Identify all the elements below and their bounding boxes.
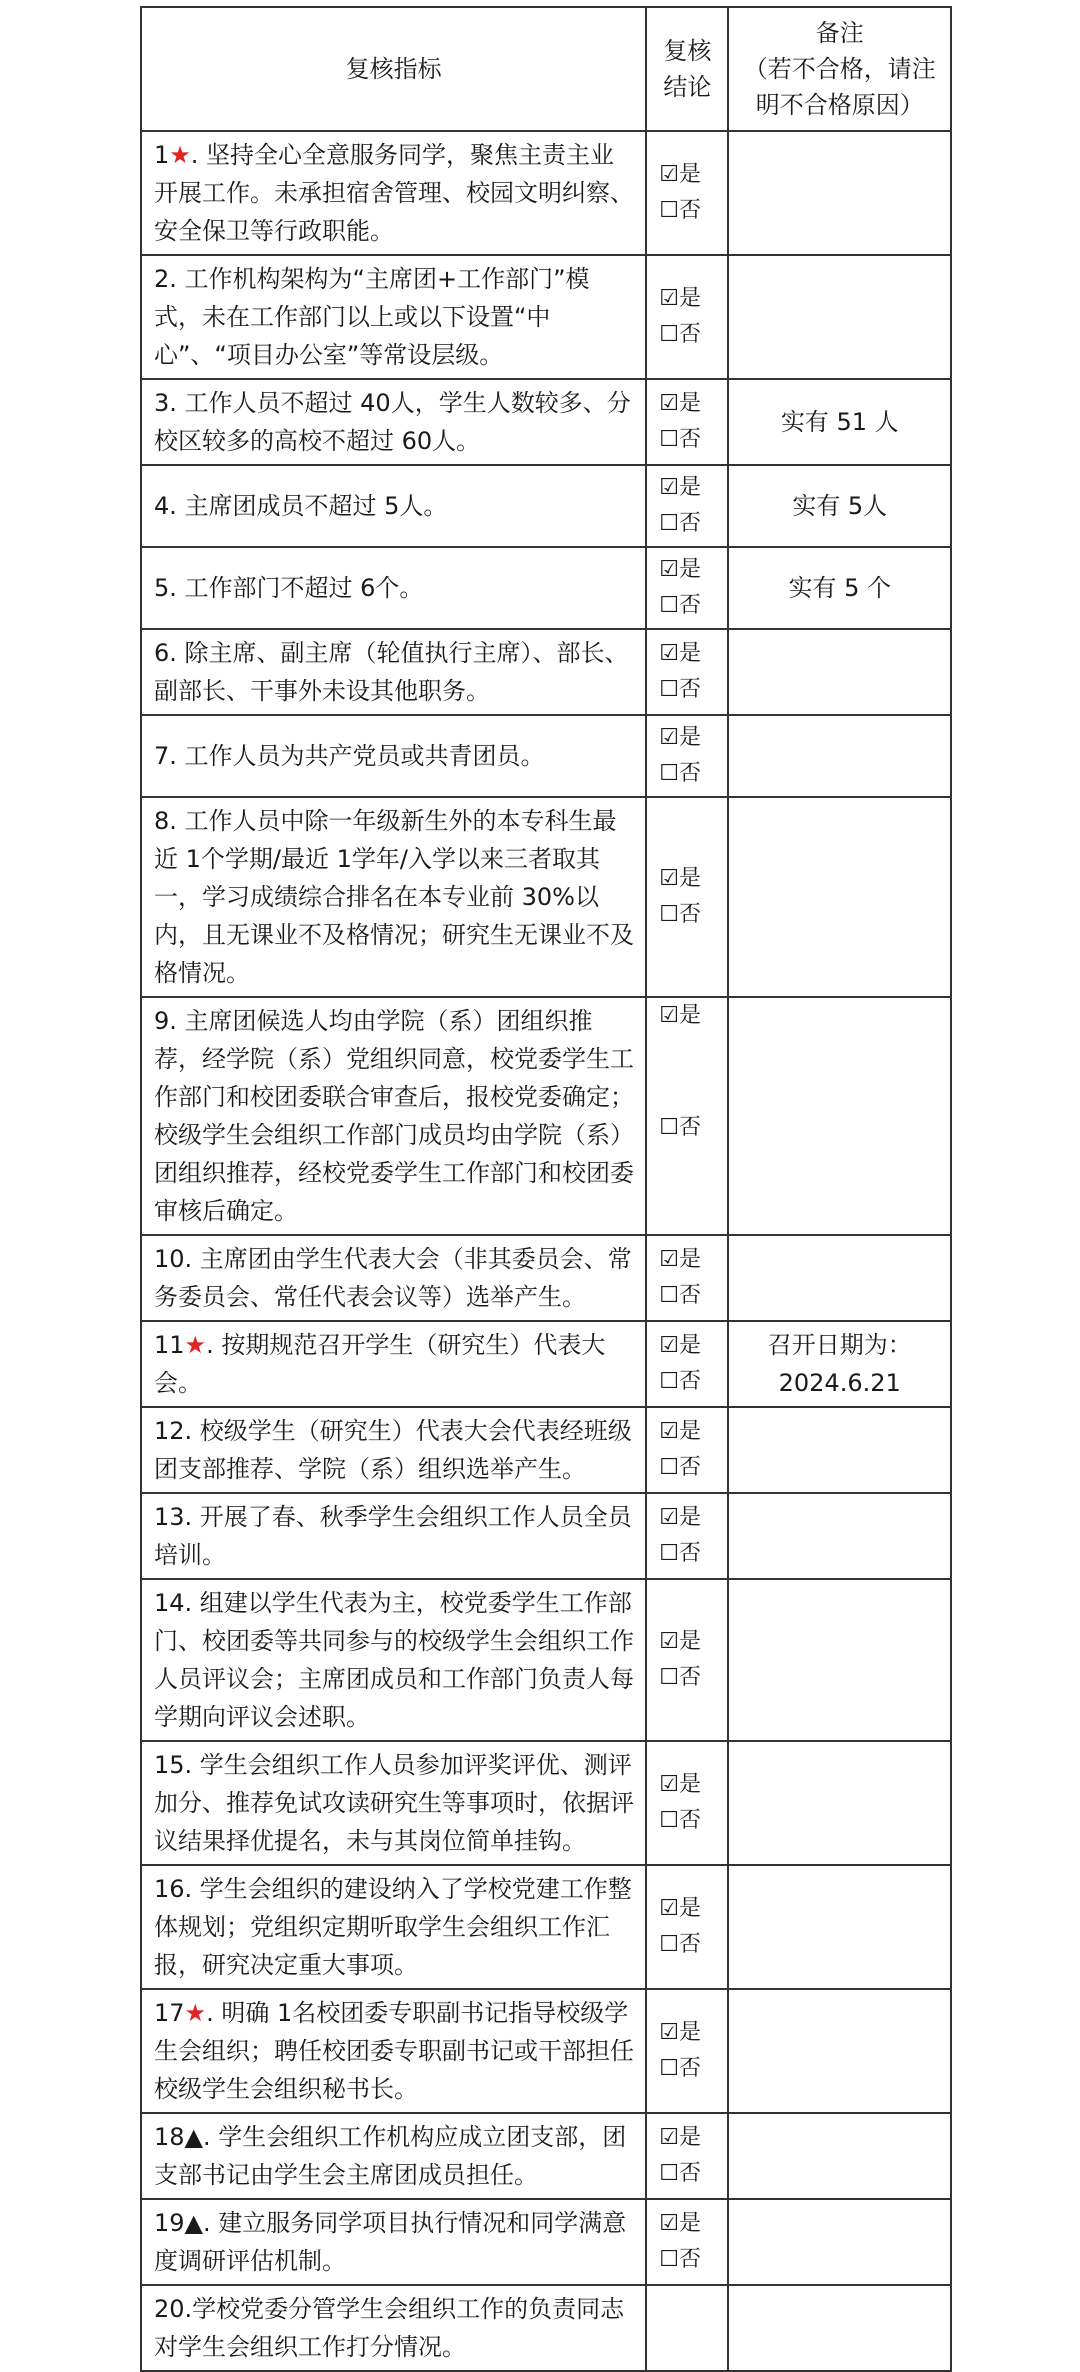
yes-label: 是 <box>678 1003 701 1028</box>
header-indicator: 复核指标 <box>141 7 646 131</box>
indicator-text: 15. 学生会组织工作人员参加评奖评优、测评加分、推荐免试攻读研究生等事项时，依据评议结果择优提名，未与其岗位简单挂钩。 <box>154 1751 634 1855</box>
yes-label: 是 <box>678 2125 701 2150</box>
indicator-cell <box>141 997 646 1235</box>
note-cell <box>728 2285 951 2371</box>
note-cell <box>728 2113 951 2199</box>
table-row <box>141 1989 951 2113</box>
indicator-text: 6. 除主席、副主席（轮值执行主席）、部长、副部长、干事外未设其他职务。 <box>154 639 629 705</box>
no-label: 否 <box>678 1808 701 1833</box>
no-label: 否 <box>678 1932 701 1957</box>
indicator-text: 9. 主席团候选人均由学院（系）团组织推荐，经学院（系）党组织同意，校党委学生工作部门和校团委联合审查后，报校党委确定；校级学生会组织工作部门成员均由学院（系）团组织推荐，经校党委学生工作部门和校团委审核后确定。 <box>154 1007 634 1225</box>
table-row <box>141 2285 951 2371</box>
no-option[interactable] <box>659 2051 727 2087</box>
table-row <box>141 255 951 379</box>
yes-label: 是 <box>678 1505 701 1530</box>
note-cell <box>728 1989 951 2113</box>
conclusion-cell <box>646 465 728 547</box>
conclusion-cell <box>646 255 728 379</box>
empty-box-icon[interactable]: ☐ <box>659 1665 679 1690</box>
note-text: 实有 5 个 <box>788 574 891 602</box>
yes-label: 是 <box>678 1419 701 1444</box>
indicator-cell <box>141 1741 646 1865</box>
indicator-cell <box>141 131 646 255</box>
note-cell <box>728 1741 951 1865</box>
table-row <box>141 1235 951 1321</box>
yes-option[interactable] <box>659 1328 727 1364</box>
empty-box-icon[interactable]: ☐ <box>659 198 679 223</box>
note-cell <box>728 797 951 997</box>
indicator-cell <box>141 1407 646 1493</box>
checked-box-icon[interactable]: ☑ <box>659 725 679 750</box>
item-number: 11 <box>154 1331 185 1359</box>
checked-box-icon[interactable]: ☑ <box>659 1419 679 1444</box>
no-option[interactable] <box>659 2242 727 2278</box>
no-label: 否 <box>678 2161 701 2186</box>
yes-label: 是 <box>678 286 701 311</box>
no-option[interactable] <box>659 756 727 792</box>
yes-option[interactable] <box>659 2015 727 2051</box>
conclusion-cell <box>646 715 728 797</box>
checked-box-icon[interactable]: ☑ <box>659 391 679 416</box>
empty-box-icon[interactable]: ☐ <box>659 1808 679 1833</box>
yes-option[interactable] <box>659 720 727 756</box>
table-row <box>141 465 951 547</box>
table-row <box>141 1493 951 1579</box>
empty-box-icon[interactable]: ☐ <box>659 1455 679 1480</box>
note-cell <box>728 997 951 1235</box>
note-cell <box>728 255 951 379</box>
table-row <box>141 629 951 715</box>
no-label: 否 <box>678 902 701 927</box>
table-row <box>141 547 951 629</box>
indicator-cell <box>141 1493 646 1579</box>
no-label: 否 <box>678 1665 701 1690</box>
table-row <box>141 1407 951 1493</box>
checked-box-icon[interactable]: ☑ <box>659 1333 679 1358</box>
indicator-cell <box>141 1865 646 1989</box>
indicator-text: 12. 校级学生（研究生）代表大会代表经班级团支部推荐、学院（系）组织选举产生。 <box>154 1417 632 1483</box>
no-option[interactable] <box>659 1278 727 1314</box>
yes-label: 是 <box>678 475 701 500</box>
indicator-cell <box>141 715 646 797</box>
yes-option[interactable] <box>659 1891 727 1927</box>
yes-option[interactable] <box>659 1414 727 1450</box>
checked-box-icon[interactable]: ☑ <box>659 286 679 311</box>
checked-box-icon[interactable]: ☑ <box>659 2125 679 2150</box>
conclusion-cell <box>646 1865 728 1989</box>
conclusion-cell <box>646 1579 728 1741</box>
empty-box-icon[interactable]: ☐ <box>659 2161 679 2186</box>
no-option[interactable] <box>659 1110 727 1146</box>
note-cell <box>728 131 951 255</box>
item-number: 1 <box>154 141 170 169</box>
indicator-text: 14. 组建以学生代表为主，校党委学生工作部门、校团委等共同参与的校级学生会组织工作人员评议会；主席团成员和工作部门负责人每学期向评议会述职。 <box>154 1589 634 1731</box>
item-number: 17 <box>154 1999 185 2027</box>
table-row <box>141 797 951 997</box>
indicator-text: 2. 工作机构架构为“主席团+工作部门”模式，未在工作部门以上或以下设置“中心”、“项目办公室”等常设层级。 <box>154 265 590 369</box>
table-row <box>141 2199 951 2285</box>
no-label: 否 <box>678 198 701 223</box>
no-label: 否 <box>678 2247 701 2272</box>
triangle-mark: ▲ <box>184 2123 204 2151</box>
empty-box-icon[interactable]: ☐ <box>659 427 679 452</box>
note-cell <box>728 1493 951 1579</box>
note-cell <box>728 465 951 547</box>
no-option[interactable] <box>659 1364 727 1400</box>
table-row <box>141 379 951 465</box>
indicator-cell <box>141 465 646 547</box>
conclusion-cell <box>646 629 728 715</box>
indicator-cell <box>141 2199 646 2285</box>
empty-box-icon[interactable]: ☐ <box>659 1283 679 1308</box>
indicator-cell <box>141 2285 646 2371</box>
note-cell <box>728 629 951 715</box>
empty-box-icon[interactable]: ☐ <box>659 322 679 347</box>
checked-box-icon[interactable]: ☑ <box>659 2020 679 2045</box>
indicator-cell <box>141 1579 646 1741</box>
indicator-text: . 按期规范召开学生（研究生）代表大会。 <box>154 1331 606 1397</box>
table-header-row <box>141 7 951 131</box>
star-mark: ★ <box>169 141 191 169</box>
indicator-cell <box>141 255 646 379</box>
checked-box-icon[interactable]: ☑ <box>659 1629 679 1654</box>
indicator-text: 16. 学生会组织的建设纳入了学校党建工作整体规划；党组织定期听取学生会组织工作汇报，研究决定重大事项。 <box>154 1875 632 1979</box>
no-option[interactable] <box>659 1450 727 1486</box>
conclusion-cell <box>646 2199 728 2285</box>
yes-label: 是 <box>678 1896 701 1921</box>
yes-option[interactable] <box>659 386 727 422</box>
indicator-cell <box>141 2113 646 2199</box>
indicator-cell <box>141 1235 646 1321</box>
note-text: 召开日期为： 2024.6.21 <box>767 1331 912 1397</box>
no-option[interactable] <box>659 672 727 708</box>
checked-box-icon[interactable]: ☑ <box>659 1505 679 1530</box>
empty-box-icon[interactable]: ☐ <box>659 902 679 927</box>
conclusion-cell <box>646 547 728 629</box>
star-mark: ★ <box>184 1999 207 2027</box>
checked-box-icon[interactable]: ☑ <box>659 866 679 891</box>
note-cell <box>728 715 951 797</box>
indicator-text: . 建立服务同学项目执行情况和同学满意度调研评估机制。 <box>154 2209 627 2275</box>
yes-option[interactable] <box>659 470 727 506</box>
no-label: 否 <box>678 1283 701 1308</box>
empty-box-icon[interactable]: ☐ <box>659 2056 679 2081</box>
conclusion-cell <box>646 1407 728 1493</box>
note-text: 实有 51 人 <box>780 408 899 436</box>
yes-label: 是 <box>678 391 701 416</box>
yes-label: 是 <box>678 725 701 750</box>
table-row <box>141 997 951 1235</box>
no-option[interactable] <box>659 506 727 542</box>
indicator-cell <box>141 1989 646 2113</box>
yes-label: 是 <box>678 162 701 187</box>
no-label: 否 <box>678 761 701 786</box>
yes-option[interactable] <box>659 1500 727 1536</box>
review-table <box>140 6 952 2372</box>
table-row <box>141 131 951 255</box>
no-option[interactable] <box>659 897 727 933</box>
note-cell <box>728 1235 951 1321</box>
empty-box-icon[interactable]: ☐ <box>659 677 679 702</box>
yes-label: 是 <box>678 1629 701 1654</box>
table-row <box>141 1579 951 1741</box>
indicator-text: 13. 开展了春、秋季学生会组织工作人员全员培训。 <box>154 1503 632 1569</box>
conclusion-cell <box>646 379 728 465</box>
conclusion-cell <box>646 1235 728 1321</box>
checked-box-icon[interactable]: ☑ <box>659 1247 679 1272</box>
indicator-text: . 坚持全心全意服务同学，聚焦主责主业开展工作。未承担宿舍管理、校园文明纠察、安全保卫等行政职能。 <box>154 141 634 245</box>
yes-option[interactable] <box>659 1624 727 1660</box>
star-mark: ★ <box>184 1331 207 1359</box>
no-label: 否 <box>678 2056 701 2081</box>
yes-option[interactable] <box>659 998 727 1034</box>
indicator-text: . 明确 1名校团委专职副书记指导校级学生会组织；聘任校团委专职副书记或干部担任校级学生会组织秘书长。 <box>154 1999 634 2103</box>
yes-label: 是 <box>678 1333 701 1358</box>
indicator-cell <box>141 797 646 997</box>
yes-label: 是 <box>678 641 701 666</box>
indicator-cell <box>141 1321 646 1407</box>
no-label: 否 <box>678 677 701 702</box>
checked-box-icon[interactable]: ☑ <box>659 641 679 666</box>
yes-option[interactable] <box>659 636 727 672</box>
empty-box-icon[interactable]: ☐ <box>659 511 679 536</box>
yes-label: 是 <box>678 557 701 582</box>
indicator-text: 5. 工作部门不超过 6个。 <box>154 574 424 602</box>
no-option[interactable] <box>659 1927 727 1963</box>
empty-box-icon[interactable]: ☐ <box>659 1541 679 1566</box>
empty-box-icon[interactable]: ☐ <box>659 1369 679 1394</box>
indicator-text: 4. 主席团成员不超过 5人。 <box>154 492 448 520</box>
checked-box-icon[interactable]: ☑ <box>659 475 679 500</box>
note-text: 实有 5人 <box>792 492 888 520</box>
conclusion-cell <box>646 1741 728 1865</box>
indicator-text: 8. 工作人员中除一年级新生外的本专科生最近 1个学期/最近 1学年/入学以来三者取其一，学习成绩综合排名在本专业前 30%以内，且无课业不及格情况；研究生无课业不及格情况。 <box>154 807 634 987</box>
conclusion-cell <box>646 797 728 997</box>
checked-box-icon[interactable]: ☑ <box>659 1003 679 1028</box>
note-cell <box>728 2199 951 2285</box>
yes-option[interactable] <box>659 1242 727 1278</box>
table-row <box>141 2113 951 2199</box>
conclusion-cell <box>646 131 728 255</box>
no-label: 否 <box>678 593 701 618</box>
no-label: 否 <box>678 1115 701 1140</box>
note-cell <box>728 547 951 629</box>
no-option[interactable] <box>659 588 727 624</box>
note-cell <box>728 1407 951 1493</box>
yes-option[interactable] <box>659 157 727 193</box>
indicator-text: . 学生会组织工作机构应成立团支部，团支部书记由学生会主席团成员担任。 <box>154 2123 627 2189</box>
yes-option[interactable] <box>659 281 727 317</box>
empty-box-icon[interactable]: ☐ <box>659 1115 679 1140</box>
triangle-mark: ▲ <box>184 2209 204 2237</box>
no-option[interactable] <box>659 2156 727 2192</box>
checked-box-icon[interactable]: ☑ <box>659 1772 679 1797</box>
no-option[interactable] <box>659 193 727 229</box>
yes-option[interactable] <box>659 2206 727 2242</box>
indicator-cell <box>141 379 646 465</box>
item-number: 18 <box>154 2123 185 2151</box>
item-number: 19 <box>154 2209 185 2237</box>
indicator-text: 3. 工作人员不超过 40人，学生人数较多、分校区较多的高校不超过 60人。 <box>154 389 631 455</box>
empty-box-icon[interactable]: ☐ <box>659 761 679 786</box>
indicator-text: 7. 工作人员为共产党员或共青团员。 <box>154 742 545 770</box>
yes-label: 是 <box>678 1772 701 1797</box>
note-cell <box>728 1865 951 1989</box>
conclusion-cell <box>646 1493 728 1579</box>
empty-box-icon[interactable]: ☐ <box>659 1932 679 1957</box>
no-label: 否 <box>678 1541 701 1566</box>
conclusion-cell <box>646 2285 728 2371</box>
header-note: 备注 （若不合格，请注 明不合格原因） <box>728 7 951 131</box>
table-row <box>141 1741 951 1865</box>
yes-label: 是 <box>678 1247 701 1272</box>
no-label: 否 <box>678 427 701 452</box>
yes-option[interactable] <box>659 861 727 897</box>
empty-box-icon[interactable]: ☐ <box>659 593 679 618</box>
conclusion-cell <box>646 997 728 1235</box>
checked-box-icon[interactable]: ☑ <box>659 1896 679 1921</box>
no-option[interactable] <box>659 422 727 458</box>
conclusion-cell <box>646 2113 728 2199</box>
table-row <box>141 715 951 797</box>
yes-option[interactable] <box>659 552 727 588</box>
yes-label: 是 <box>678 866 701 891</box>
yes-option[interactable] <box>659 1767 727 1803</box>
checked-box-icon[interactable]: ☑ <box>659 162 679 187</box>
yes-label: 是 <box>678 2020 701 2045</box>
indicator-cell <box>141 629 646 715</box>
checked-box-icon[interactable]: ☑ <box>659 557 679 582</box>
no-option[interactable] <box>659 317 727 353</box>
indicator-cell <box>141 547 646 629</box>
table-row <box>141 1321 951 1407</box>
empty-box-icon[interactable]: ☐ <box>659 2247 679 2272</box>
no-label: 否 <box>678 1369 701 1394</box>
no-option[interactable] <box>659 1536 727 1572</box>
no-label: 否 <box>678 511 701 536</box>
conclusion-cell <box>646 1989 728 2113</box>
no-label: 否 <box>678 322 701 347</box>
header-conclusion: 复核 结论 <box>646 7 728 131</box>
no-option[interactable] <box>659 1660 727 1696</box>
checked-box-icon[interactable]: ☑ <box>659 2211 679 2236</box>
indicator-text: 20.学校党委分管学生会组织工作的负责同志对学生会组织工作打分情况。 <box>154 2295 625 2361</box>
note-cell <box>728 1579 951 1741</box>
note-cell <box>728 1321 951 1407</box>
indicator-text: 10. 主席团由学生代表大会（非其委员会、常务委员会、常任代表会议等）选举产生。 <box>154 1245 632 1311</box>
conclusion-cell <box>646 1321 728 1407</box>
no-label: 否 <box>678 1455 701 1480</box>
yes-label: 是 <box>678 2211 701 2236</box>
note-cell <box>728 379 951 465</box>
no-option[interactable] <box>659 1803 727 1839</box>
table-row <box>141 1865 951 1989</box>
yes-option[interactable] <box>659 2120 727 2156</box>
